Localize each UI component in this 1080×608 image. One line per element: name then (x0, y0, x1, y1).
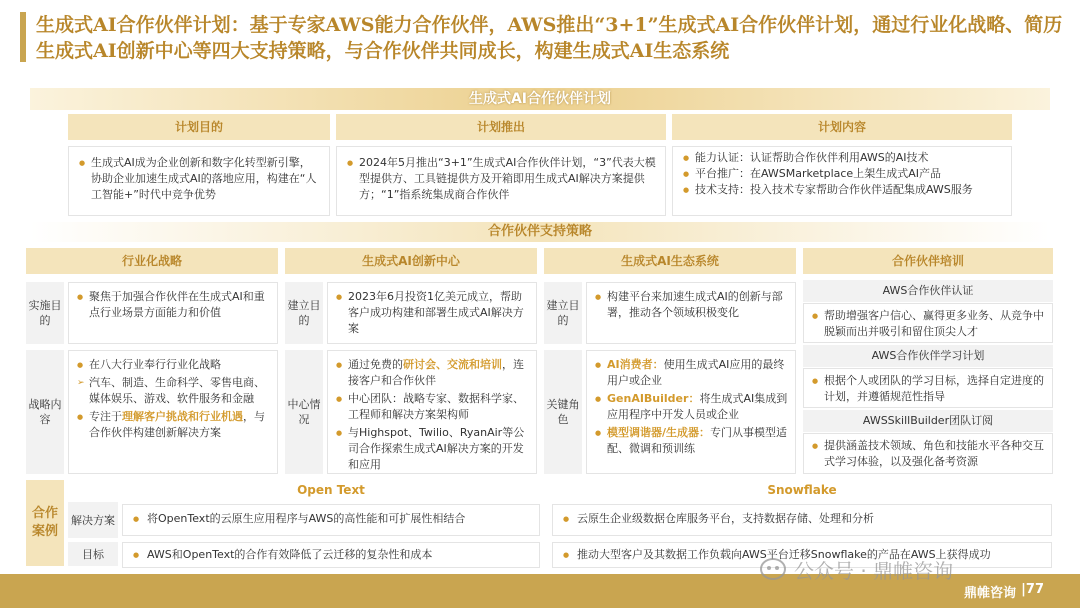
list-item: ● 平台推广：在AWSMarketplace上架生成式AI产品 (683, 166, 1003, 182)
list-item: ● 提供涵盖技术领域、角色和技能水平各种交互式学习体验，以及强化备考资源 (812, 438, 1046, 470)
highlight-text: 研讨会、交流和培训 (403, 358, 502, 371)
case-goal-cell (122, 542, 540, 568)
list-item: ● 能力认证：认证帮助合作伙伴利用AWS的AI技术 (683, 150, 1003, 166)
case-label: 合作案例 (26, 480, 64, 566)
case-text: ● 推动大型客户及其数据工作负载向AWS平台迁移Snowflake的产品在AWS上获得成功 (563, 547, 1043, 563)
list-item: ● 模型调谐器/生成器：专门从事模型适配、微调和预训练 (595, 425, 789, 457)
list-item: ● 构建平台来加速生成式AI的创新与部署，推动各个领域积极变化 (595, 289, 789, 321)
case-solution-label: 解决方案 (68, 502, 118, 538)
plan-purpose-body (68, 146, 330, 216)
innovation-purpose-cell (327, 282, 537, 344)
list-item: ● 聚焦于加强合作伙伴在生成式AI和重点行业场景方面能力和价值 (77, 289, 271, 321)
role-title: 模型调谐器/生成器： (607, 426, 711, 439)
ecosystem-roles-label: 关键角色 (544, 350, 582, 474)
list-item: ● GenAIBuilder：将生成式AI集成到应用程序中开发人员或企业 (595, 391, 789, 423)
training-block-body (803, 433, 1053, 474)
plan-purpose-heading: 计划目的 (68, 114, 330, 140)
industry-content-label: 战略内容 (26, 350, 64, 474)
highlight-text: 理解客户挑战和行业机遇 (122, 410, 243, 423)
plan-launch-body (336, 146, 666, 216)
training-block-body (803, 368, 1053, 408)
industry-content-cell (68, 350, 278, 474)
list-item: ● 2023年6月投资1亿美元成立，帮助客户成功构建和部署生成式AI解决方案 (336, 289, 530, 337)
training-block-body (803, 303, 1053, 343)
list-item: ➢ 汽车、制造、生命科学、零售电商、媒体娱乐、游戏、软件服务和金融 (77, 375, 271, 407)
case-text: ● 将OpenText的云原生应用程序与AWS的高性能和可扩展性相结合 (133, 511, 531, 527)
role-title: AI消费者： (607, 358, 664, 371)
innovation-status-label: 中心情况 (285, 350, 323, 474)
wechat-icon (760, 558, 786, 580)
case-goal-label: 目标 (68, 542, 118, 566)
industry-purpose-label: 实施目的 (26, 282, 64, 344)
case-text: ● AWS和OpenText的合作有效降低了云迁移的复杂性和成本 (133, 547, 531, 563)
watermark (760, 554, 953, 584)
ecosystem-roles-cell (586, 350, 796, 474)
role-title: GenAIBuilder： (607, 392, 700, 405)
list-item: ● 通过免费的研讨会、交流和培训，连接客户和合作伙伴 (336, 357, 530, 389)
plan-launch-heading: 计划推出 (336, 114, 666, 140)
title-area (0, 0, 1080, 72)
ecosystem-purpose-label: 建立目的 (544, 282, 582, 344)
list-item: ● 根据个人或团队的学习目标，选择自定进度的计划，并遵循规范性指导 (812, 373, 1046, 405)
case-text: ● 云原生企业级数据仓库服务平台，支持数据存储、处理和分析 (563, 511, 1043, 527)
footer-brand: 鼎帷咨询 (963, 586, 1016, 601)
innovation-status-cell (327, 350, 537, 474)
plan-content-body (672, 146, 1012, 216)
plan-content-heading: 计划内容 (672, 114, 1012, 140)
training-block-title: AWS合作伙伴认证 (803, 280, 1053, 302)
industry-purpose-cell (68, 282, 278, 344)
support-banner: 合作伙伴支持策略 (30, 222, 1050, 242)
case-company-name: Snowflake (767, 483, 837, 497)
partner-training-heading: 合作伙伴培训 (803, 248, 1053, 274)
ecosystem-purpose-cell (586, 282, 796, 344)
case-company-name: Open Text (297, 483, 365, 497)
industry-strategy-heading: 行业化战略 (26, 248, 278, 274)
training-block-title: AWS合作伙伴学习计划 (803, 345, 1053, 367)
list-item: ● 中心团队：战略专家、数据科学家、工程师和解决方案架构师 (336, 391, 530, 423)
list-item: ● 技术支持：投入技术专家帮助合作伙伴适配集成AWS服务 (683, 182, 1003, 198)
training-block-title: AWSSkillBuilder团队订阅 (803, 410, 1053, 432)
list-item: ● 专注于理解客户挑战和行业机遇，与合作伙伴构建创新解决方案 (77, 409, 271, 441)
case-solution-cell (122, 504, 540, 536)
list-item: ● AI消费者：使用生成式AI应用的最终用户或企业 (595, 357, 789, 389)
title-accent-bar (20, 12, 26, 62)
plan-banner: 生成式AI合作伙伴计划 (30, 88, 1050, 110)
page-title: 生成式AI合作伙伴计划：基于专家AWS能力合作伙伴，AWS推出“3+1”生成式AI合作伙伴计划，通过行业化战略、简历生成式AI创新中心等四大支持策略，与合作伙伴共同成长，构建生成式AI生态系统 (36, 14, 1063, 62)
list-item: ● 帮助增强客户信心、赢得更多业务、从竞争中脱颖而出并吸引和留住顶尖人才 (812, 308, 1046, 340)
list-item: ● 生成式AI成为企业创新和数字化转型新引擎，协助企业加速生成式AI的落地应用，构建在“人工智能+”时代中竞争优势 (79, 155, 321, 203)
innovation-center-heading: 生成式AI创新中心 (285, 248, 537, 274)
page-number: |77 (1021, 582, 1044, 597)
list-item: ● 2024年5月推出“3+1”生成式AI合作伙伴计划，“3”代表大模型提供方、工具链提供方及开箱即用生成式AI解决方案提供方；“1”指系统集成商合作伙伴 (347, 155, 657, 203)
innovation-purpose-label: 建立目的 (285, 282, 323, 344)
watermark-text: 公众号 · 鼎帷咨询 (794, 558, 954, 583)
list-item: ● 与Highspot、Twilio、RyanAir等公司合作探索生成式AI解决方案的开发和应用 (336, 425, 530, 473)
list-item: ● 在八大行业奉行行业化战略 (77, 357, 271, 373)
ecosystem-heading: 生成式AI生态系统 (544, 248, 796, 274)
case-solution-cell (552, 504, 1052, 536)
